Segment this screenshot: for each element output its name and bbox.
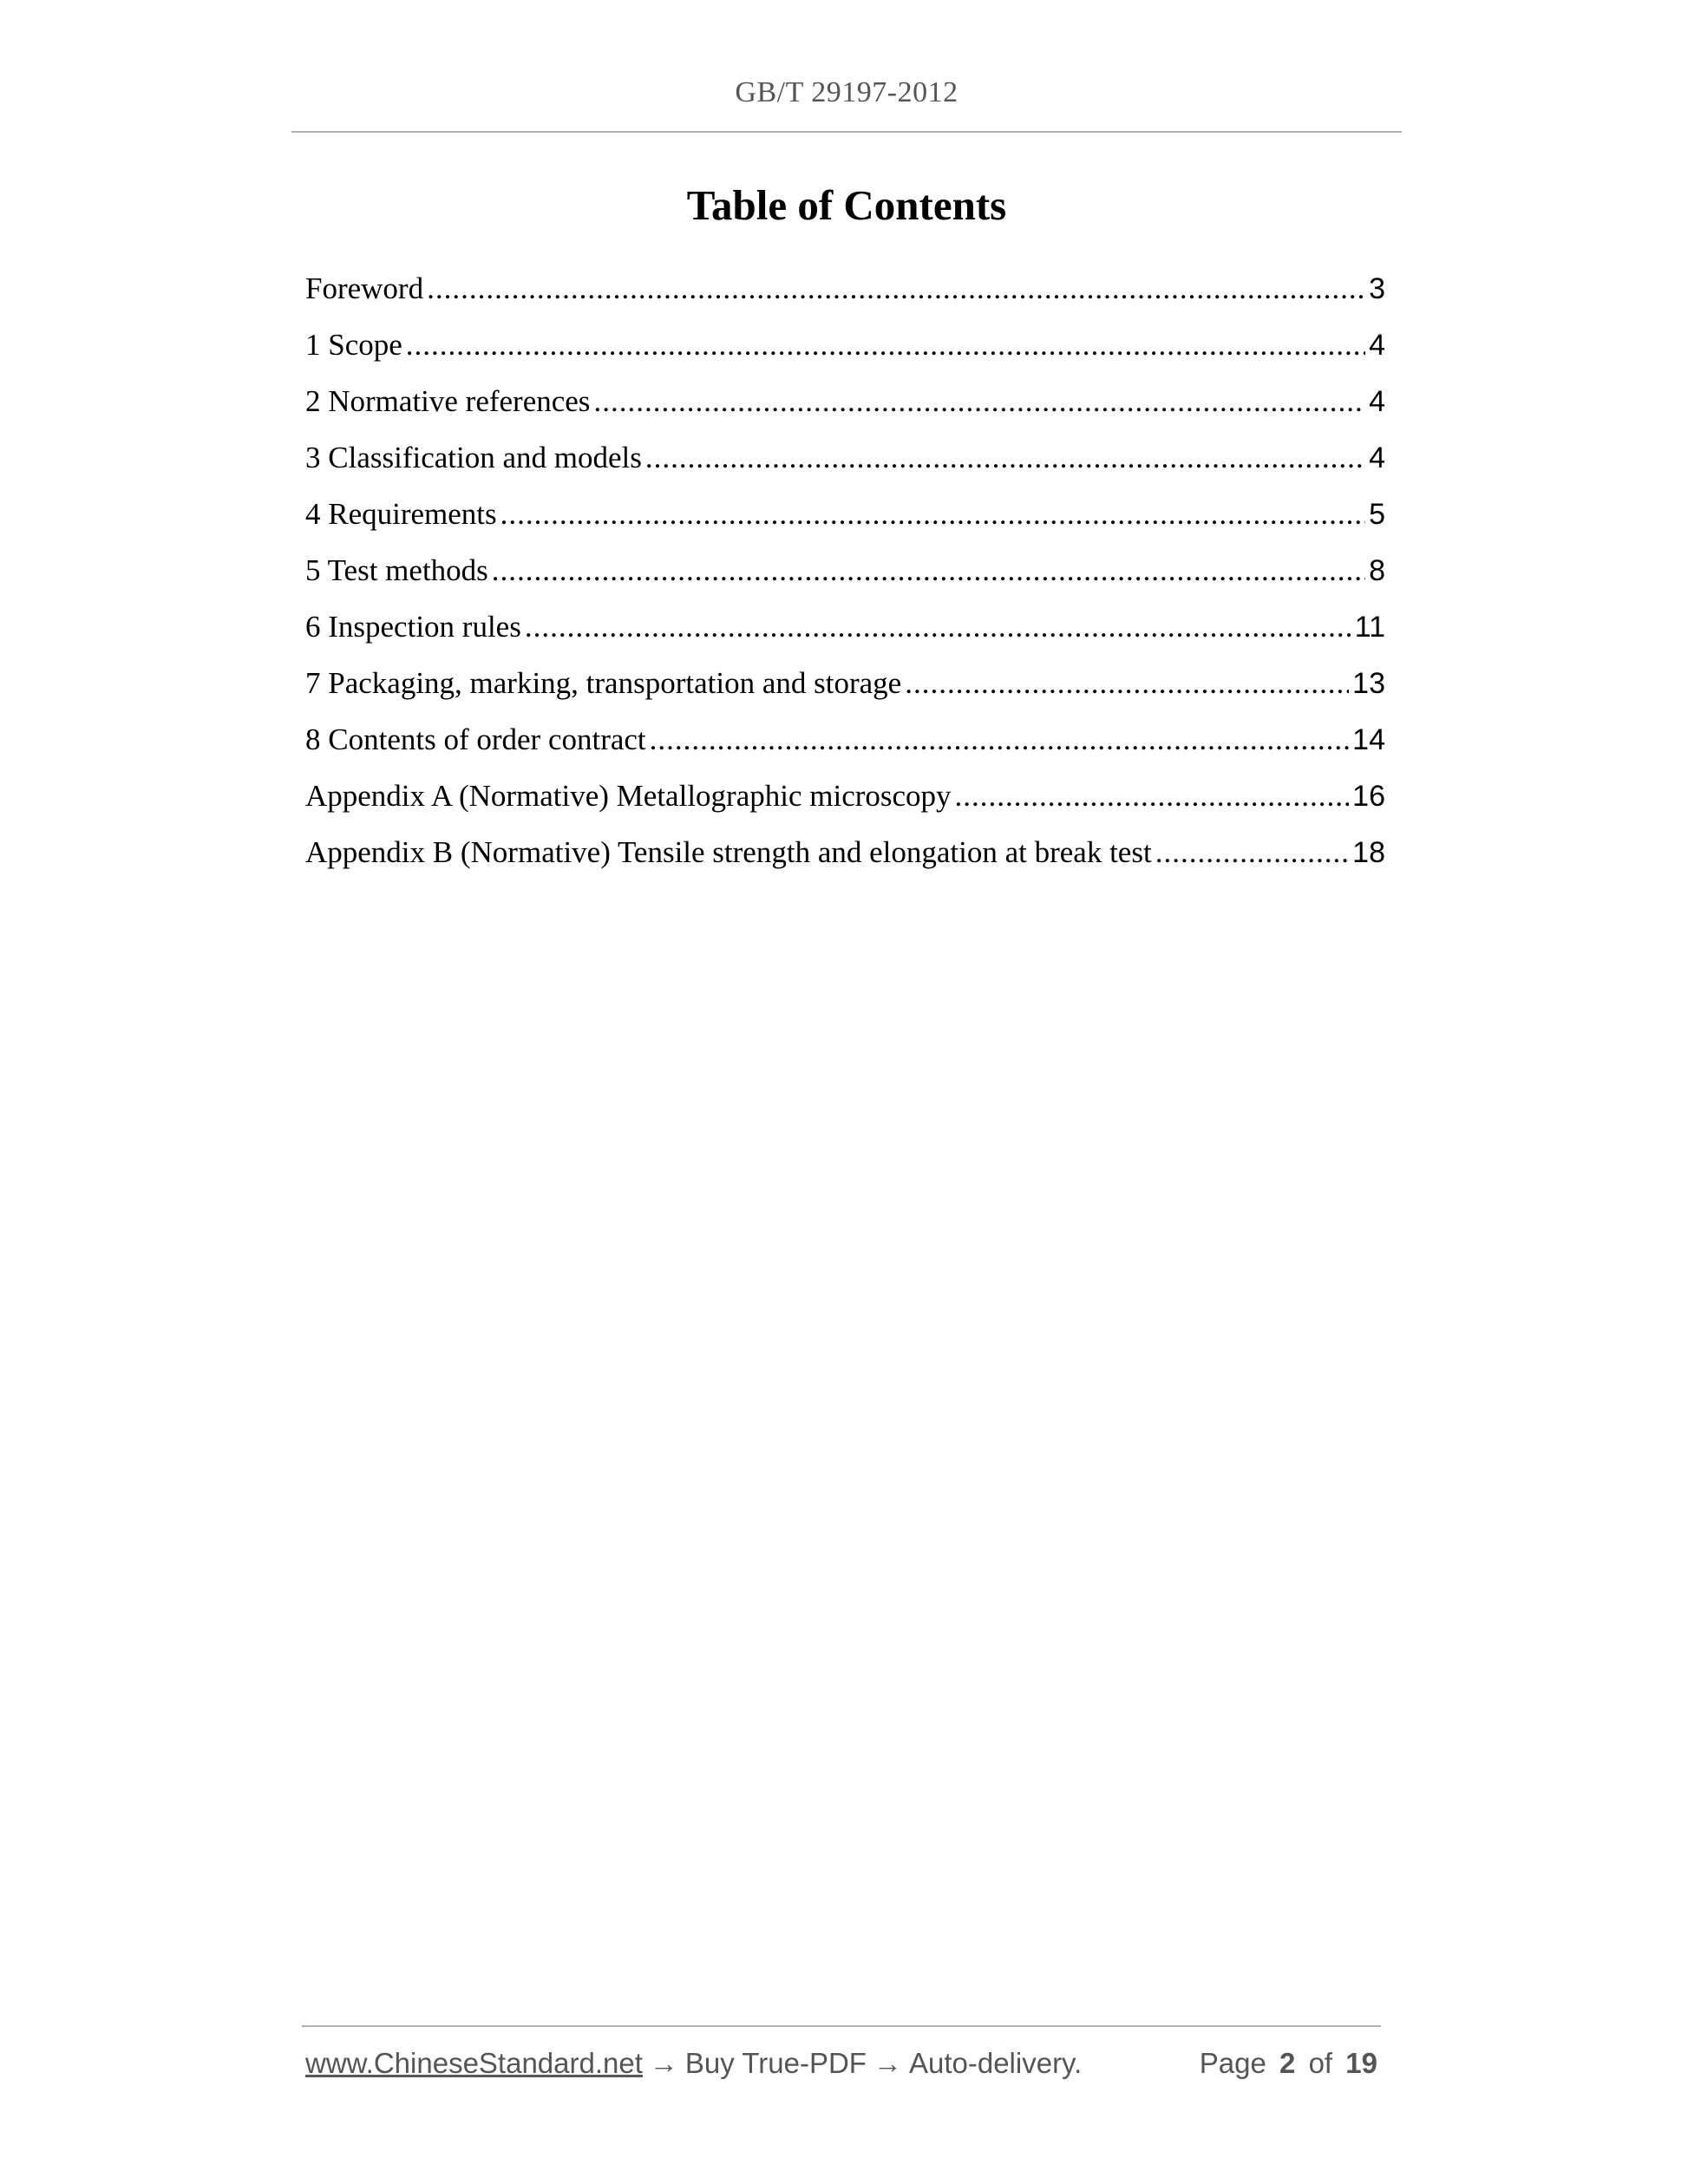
toc-entry-page: 18 xyxy=(1352,836,1385,869)
toc-entry-classification[interactable] xyxy=(305,429,1385,486)
toc-dot-leader xyxy=(525,598,1351,655)
toc-entry-page: 8 xyxy=(1369,554,1385,587)
toc-dot-leader xyxy=(406,317,1365,373)
toc-entry-foreword[interactable] xyxy=(305,260,1385,317)
footer-divider xyxy=(302,2025,1381,2027)
toc-entry-inspection-rules[interactable] xyxy=(305,598,1385,655)
document-header-code: GB/T 29197-2012 xyxy=(735,76,958,108)
toc-entry-requirements[interactable] xyxy=(305,486,1385,542)
toc-title: Table of Contents xyxy=(686,181,1007,229)
current-page-number: 2 xyxy=(1279,2047,1296,2079)
toc-entry-page: 4 xyxy=(1369,385,1385,418)
toc-entry-page: 4 xyxy=(1369,329,1385,362)
toc-entry-page: 16 xyxy=(1352,780,1385,813)
right-arrow-icon: → xyxy=(873,2047,902,2079)
chinesestandard-link[interactable]: www.ChineseStandard.net xyxy=(305,2047,643,2079)
toc-dot-leader xyxy=(905,655,1349,711)
toc-dot-leader xyxy=(501,486,1365,542)
toc-entry-label: 2 Normative references xyxy=(305,384,591,418)
toc-dot-leader xyxy=(645,429,1365,486)
toc-entry-label: 1 Scope xyxy=(305,328,402,362)
toc-entry-label: 4 Requirements xyxy=(305,497,497,531)
of-word: of xyxy=(1308,2047,1333,2079)
toc-dot-leader xyxy=(492,542,1365,598)
toc-dot-leader xyxy=(593,373,1365,429)
toc-entry-normative-references[interactable] xyxy=(305,373,1385,429)
toc-entry-label: 6 Inspection rules xyxy=(305,610,521,644)
toc-entry-label: Appendix B (Normative) Tensile strength and elongation at break test xyxy=(305,835,1152,869)
header-divider xyxy=(291,131,1402,133)
toc-entry-label: 8 Contents of order contract xyxy=(305,723,646,756)
toc-entry-label: 7 Packaging, marking, transportation and storage xyxy=(305,666,902,700)
toc-entry-page: 5 xyxy=(1369,498,1385,531)
toc-dot-leader xyxy=(650,711,1350,768)
toc-dot-leader xyxy=(1155,824,1349,880)
page-word: Page xyxy=(1199,2047,1266,2079)
toc-entry-label: Foreword xyxy=(305,271,424,305)
toc-dot-leader xyxy=(427,260,1365,317)
toc-entry-appendix-b[interactable] xyxy=(305,824,1385,880)
toc-entry-page: 13 xyxy=(1352,667,1385,700)
toc-entry-scope[interactable] xyxy=(305,317,1385,373)
toc-entry-label: 3 Classification and models xyxy=(305,441,642,474)
total-pages-number: 19 xyxy=(1345,2047,1377,2079)
toc-entry-page: 11 xyxy=(1354,611,1385,644)
page-footer xyxy=(305,2044,1377,2083)
toc-entry-label: 5 Test methods xyxy=(305,553,488,587)
toc-dot-leader xyxy=(955,768,1350,824)
auto-delivery-text: Auto-delivery. xyxy=(908,2047,1083,2079)
toc-entry-packaging[interactable] xyxy=(305,655,1385,711)
toc-entry-test-methods[interactable] xyxy=(305,542,1385,598)
toc-entry-appendix-a[interactable] xyxy=(305,768,1385,824)
buy-true-pdf-text: Buy True-PDF xyxy=(684,2047,867,2079)
toc-entry-order-contract[interactable] xyxy=(305,711,1385,768)
toc-entry-page: 3 xyxy=(1369,272,1385,305)
toc-entry-label: Appendix A (Normative) Metallographic microscopy xyxy=(305,779,952,813)
toc-entry-page: 14 xyxy=(1352,723,1385,756)
toc-list xyxy=(305,260,1385,880)
page-indicator xyxy=(1194,2047,1377,2080)
right-arrow-icon: → xyxy=(649,2047,678,2079)
toc-entry-page: 4 xyxy=(1369,441,1385,474)
